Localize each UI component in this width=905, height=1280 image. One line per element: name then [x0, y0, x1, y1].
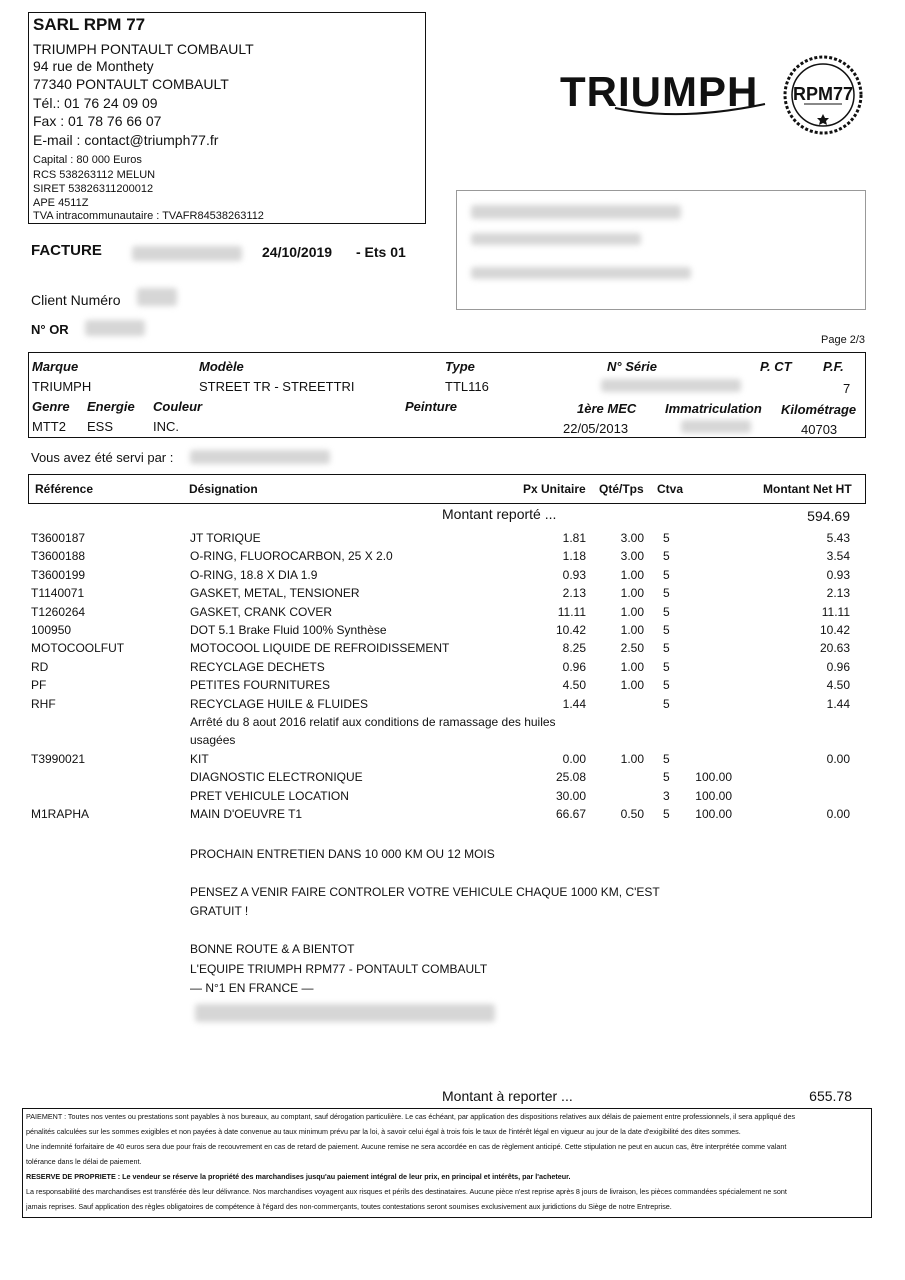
served-by-label: Vous avez été servi par :	[31, 450, 174, 465]
row-unit-price: 1.81	[562, 531, 586, 545]
genre-value: MTT2	[32, 419, 66, 434]
table-row	[0, 641, 905, 659]
row-designation: DOT 5.1 Brake Fluid 100% Synthèse	[190, 623, 387, 637]
table-row	[0, 605, 905, 623]
table-row	[0, 752, 905, 770]
row-net-amount: 0.00	[826, 807, 850, 821]
type-header: Type	[445, 359, 475, 374]
energy-header: Energie	[87, 399, 135, 414]
row-net-amount: 20.63	[819, 641, 850, 656]
carry-forward-label: Montant à reporter ...	[442, 1088, 573, 1104]
carried-amount-value: 594.69	[807, 508, 850, 524]
redacted-registration	[681, 420, 751, 433]
mileage-header: Kilométrage	[781, 402, 857, 417]
row-net-amount: 11.11	[821, 604, 850, 619]
net-amount-header: Montant Net HT	[763, 482, 852, 496]
row-quantity: 1.00	[620, 586, 644, 601]
table-row	[0, 623, 905, 641]
energy-value: ESS	[87, 419, 114, 434]
row-quantity: 1.00	[620, 751, 644, 766]
company-email: E-mail : contact@triumph77.fr	[33, 132, 219, 148]
redacted-invoice-number	[132, 246, 242, 261]
row-discount: 100.00	[695, 770, 732, 785]
row-net-amount: 0.93	[826, 567, 850, 582]
row-net-amount: 0.00	[826, 751, 850, 766]
row-reference: T1140071	[31, 586, 85, 601]
table-row	[0, 660, 905, 678]
row-designation: O-RING, FLUOROCARBON, 25 X 2.0	[190, 549, 393, 564]
row-vat-code: 5	[663, 659, 670, 674]
unit-price-header: Px Unitaire	[523, 482, 586, 496]
table-row	[0, 715, 905, 733]
row-quantity: 1.00	[620, 659, 644, 674]
redacted-client-number	[137, 288, 177, 306]
table-row	[0, 807, 905, 825]
legal-line-3: Une indemnité forfaitaire de 40 euros sera due pour frais de recouvrement en cas de retard de paiement. Aucune remise ne sera accordée en cas de règlement anticipé. Cette stipulation ne peut en aucun cas, être interprétée comme valant	[26, 1142, 787, 1151]
pct-header: P. CT	[760, 359, 792, 374]
page-number: Page 2/3	[821, 334, 866, 346]
row-vat-code: 5	[663, 641, 670, 656]
badge-text: RPM77	[792, 84, 854, 104]
triumph-logo	[560, 64, 790, 120]
row-net-amount: 0.96	[826, 659, 850, 674]
row-reference: T3600187	[31, 531, 86, 545]
row-reference: RD	[31, 659, 49, 674]
table-row	[0, 697, 905, 715]
company-info-box	[28, 12, 426, 224]
row-designation: O-RING, 18.8 X DIA 1.9	[190, 567, 318, 582]
row-quantity: 1.00	[620, 604, 644, 619]
table-row	[0, 586, 905, 604]
row-reference: 100950	[31, 623, 72, 637]
row-discount: 100.00	[695, 807, 732, 821]
row-vat-code: 3	[663, 788, 670, 803]
row-vat-code: 5	[663, 696, 670, 711]
check-reminder-note-2: GRATUIT !	[190, 904, 249, 918]
row-designation: usagées	[190, 733, 236, 748]
rpm77-badge	[782, 54, 864, 136]
row-reference: PF	[31, 678, 47, 693]
row-reference: T3990021	[31, 751, 86, 766]
paint-header: Peinture	[405, 399, 458, 414]
invoice-ets: - Ets 01	[356, 244, 406, 260]
row-discount: 100.00	[695, 788, 732, 803]
row-unit-price: 1.18	[562, 549, 586, 564]
legal-terms-box	[22, 1108, 872, 1218]
table-row	[0, 531, 905, 549]
redacted-address	[471, 233, 641, 245]
designation-header: Désignation	[189, 482, 258, 496]
row-unit-price: 2.13	[562, 586, 586, 601]
row-unit-price: 25.08	[555, 770, 586, 785]
row-unit-price: 0.93	[562, 567, 586, 582]
row-designation: RECYCLAGE HUILE & FLUIDES	[190, 696, 369, 711]
client-number-label: Client Numéro	[31, 292, 121, 308]
row-unit-price: 1.44	[562, 696, 586, 711]
row-designation: KIT	[190, 751, 209, 766]
row-vat-code: 5	[663, 678, 670, 693]
legal-line-2: pénalités calculées sur les sommes exigibles et non payées à date convenue au taux minimum prévu par la loi, à savoir celui égal à trois fois le taux de l'intérêt légal en vigueur au jour de la date d'exigibilité des dites sommes.	[26, 1127, 741, 1136]
redacted-or-number	[85, 320, 145, 336]
row-unit-price: 0.00	[562, 751, 586, 766]
redacted-footer-note	[195, 1004, 495, 1022]
row-unit-price: 30.00	[555, 788, 586, 803]
company-city: 77340 PONTAULT COMBAULT	[33, 76, 229, 92]
next-service-note: PROCHAIN ENTRETIEN DANS 10 000 KM OU 12 MOIS	[190, 847, 495, 861]
row-quantity: 0.50	[620, 807, 644, 821]
row-designation: RECYCLAGE DECHETS	[190, 659, 325, 674]
row-designation: MOTOCOOL LIQUIDE DE REFROIDISSEMENT	[190, 641, 450, 656]
or-number-label: N° OR	[31, 322, 69, 337]
row-vat-code: 5	[663, 751, 670, 766]
table-row	[0, 678, 905, 696]
row-designation: JT TORIQUE	[190, 531, 261, 545]
type-value: TTL116	[445, 379, 489, 394]
serial-header: N° Série	[607, 359, 658, 374]
row-vat-code: 5	[663, 549, 670, 564]
company-fax: Fax : 01 78 76 66 07	[33, 113, 162, 129]
row-designation: PETITES FOURNITURES	[190, 678, 331, 693]
row-reference: MOTOCOOLFUT	[31, 641, 125, 656]
brand-header: Marque	[32, 359, 79, 374]
row-unit-price: 4.50	[562, 678, 586, 693]
row-quantity: 3.00	[620, 531, 644, 545]
legal-line-7: jamais reprises. Sauf application des règles obligatoires de compétence à l'égard des non-commerçants, toutes contestations seront soumises exclusivement aux juridictions du Siège de notre Entreprise.	[26, 1202, 672, 1211]
farewell-note: BONNE ROUTE & A BIENTOT	[190, 942, 355, 956]
genre-header: Genre	[32, 399, 70, 414]
row-quantity: 2.50	[620, 641, 644, 656]
rpm77-badge-graphic	[782, 54, 864, 136]
quantity-header: Qté/Tps	[599, 482, 644, 496]
first-registration-header: 1ère MEC	[577, 401, 637, 416]
table-row	[0, 733, 905, 751]
row-vat-code: 5	[663, 623, 670, 637]
row-quantity: 1.00	[620, 623, 644, 637]
row-net-amount: 3.54	[826, 549, 850, 564]
company-capital: Capital : 80 000 Euros	[33, 154, 142, 166]
items-table-header	[28, 474, 866, 504]
triumph-logo-graphic	[560, 64, 790, 120]
mileage-value: 40703	[801, 422, 838, 437]
row-vat-code: 5	[663, 770, 670, 785]
row-vat-code: 5	[663, 586, 670, 601]
row-quantity: 3.00	[620, 549, 644, 564]
invoice-date: 24/10/2019	[262, 244, 333, 260]
pf-header: P.F.	[823, 359, 844, 374]
company-siret: SIRET 53826311200012	[33, 183, 154, 195]
row-unit-price: 66.67	[555, 807, 586, 821]
redacted-serial	[601, 379, 741, 392]
row-unit-price: 0.96	[562, 659, 586, 674]
vehicle-info-box	[28, 352, 866, 438]
row-vat-code: 5	[663, 807, 670, 821]
company-rcs: RCS 538263112 MELUN	[33, 169, 156, 181]
row-net-amount: 2.13	[826, 586, 850, 601]
row-net-amount: 4.50	[826, 678, 850, 693]
row-unit-price: 8.25	[562, 641, 586, 656]
vat-code-header: Ctva	[657, 482, 684, 496]
logo-wordmark: TRIUMPH	[560, 68, 759, 115]
row-reference: T3600199	[31, 567, 86, 582]
row-unit-price: 11.11	[557, 604, 586, 619]
legal-line-4: tolérance dans le délai de paiement.	[26, 1157, 142, 1166]
registration-header: Immatriculation	[665, 401, 762, 416]
redacted-city	[471, 267, 691, 279]
row-designation: MAIN D'OEUVRE T1	[190, 807, 303, 821]
company-ape: APE 4511Z	[33, 197, 89, 209]
row-net-amount: 1.44	[826, 696, 850, 711]
first-registration-value: 22/05/2013	[563, 421, 629, 436]
legal-line-5: RESERVE DE PROPRIETE : Le vendeur se réserve la propriété des marchandises jusqu'au paiement intégral de leur prix, en principal et intérêts, par l'acheteur.	[26, 1172, 571, 1181]
color-value: INC.	[153, 419, 179, 434]
row-quantity: 1.00	[620, 567, 644, 582]
company-name: SARL RPM 77	[33, 15, 146, 34]
check-reminder-note: PENSEZ A VENIR FAIRE CONTROLER VOTRE VEHICULE CHAQUE 1000 KM, C'EST	[190, 885, 660, 899]
row-net-amount: 10.42	[819, 623, 850, 637]
row-unit-price: 10.42	[555, 623, 586, 637]
customer-address-box	[456, 190, 866, 310]
model-header: Modèle	[199, 359, 244, 374]
reference-header: Référence	[35, 482, 94, 496]
color-header: Couleur	[153, 399, 203, 414]
carried-amount-label: Montant reporté ...	[442, 506, 557, 522]
row-reference: T3600188	[31, 549, 86, 564]
redacted-name	[471, 205, 681, 219]
company-line1: TRIUMPH PONTAULT COMBAULT	[33, 41, 254, 57]
row-quantity: 1.00	[620, 678, 644, 693]
company-tva: TVA intracommunautaire : TVAFR84538263112	[33, 210, 264, 222]
legal-line-6: La responsabilité des marchandises est transférée dès leur délivrance. Nos marchandises voyagent aux risques et périls des destinataires. Aucune pièce n'est reprise après 8 jours de livraison, les pièces commandées spécialement ne sont	[26, 1187, 787, 1196]
carry-forward-value: 655.78	[809, 1088, 852, 1104]
table-row	[0, 770, 905, 788]
invoice-label: FACTURE	[31, 242, 102, 259]
table-row	[0, 789, 905, 807]
row-reference: T1260264	[31, 604, 86, 619]
redacted-served-by	[190, 450, 330, 464]
ranking-note: — N°1 EN FRANCE —	[190, 981, 314, 995]
pf-value: 7	[843, 381, 851, 396]
team-signature: L'EQUIPE TRIUMPH RPM77 - PONTAULT COMBAULT	[190, 962, 488, 976]
row-designation: GASKET, CRANK COVER	[190, 604, 333, 619]
company-tel: Tél.: 01 76 24 09 09	[33, 95, 158, 111]
legal-line-1: PAIEMENT : Toutes nos ventes ou prestations sont payables à nos bureaux, au comptant, sauf dérogation particulière. Le cas échéant, par application des dispositions relatives aux délais de paiement entre professionnels, il sera appliqué des	[26, 1112, 796, 1121]
row-net-amount: 5.43	[826, 531, 850, 545]
table-row	[0, 549, 905, 567]
row-designation: DIAGNOSTIC ELECTRONIQUE	[190, 770, 363, 785]
row-designation: PRET VEHICULE LOCATION	[190, 788, 349, 803]
model-value: STREET TR - STREETTRI	[199, 379, 355, 394]
row-reference: M1RAPHA	[31, 807, 90, 821]
brand-value: TRIUMPH	[32, 379, 92, 394]
row-vat-code: 5	[663, 604, 670, 619]
table-row	[0, 568, 905, 586]
row-vat-code: 5	[663, 567, 670, 582]
row-reference: RHF	[31, 696, 56, 711]
row-vat-code: 5	[663, 531, 670, 545]
row-designation: GASKET, METAL, TENSIONER	[190, 586, 360, 601]
row-designation: Arrêté du 8 aout 2016 relatif aux conditions de ramassage des huiles	[190, 715, 556, 729]
company-street: 94 rue de Monthety	[33, 58, 154, 74]
